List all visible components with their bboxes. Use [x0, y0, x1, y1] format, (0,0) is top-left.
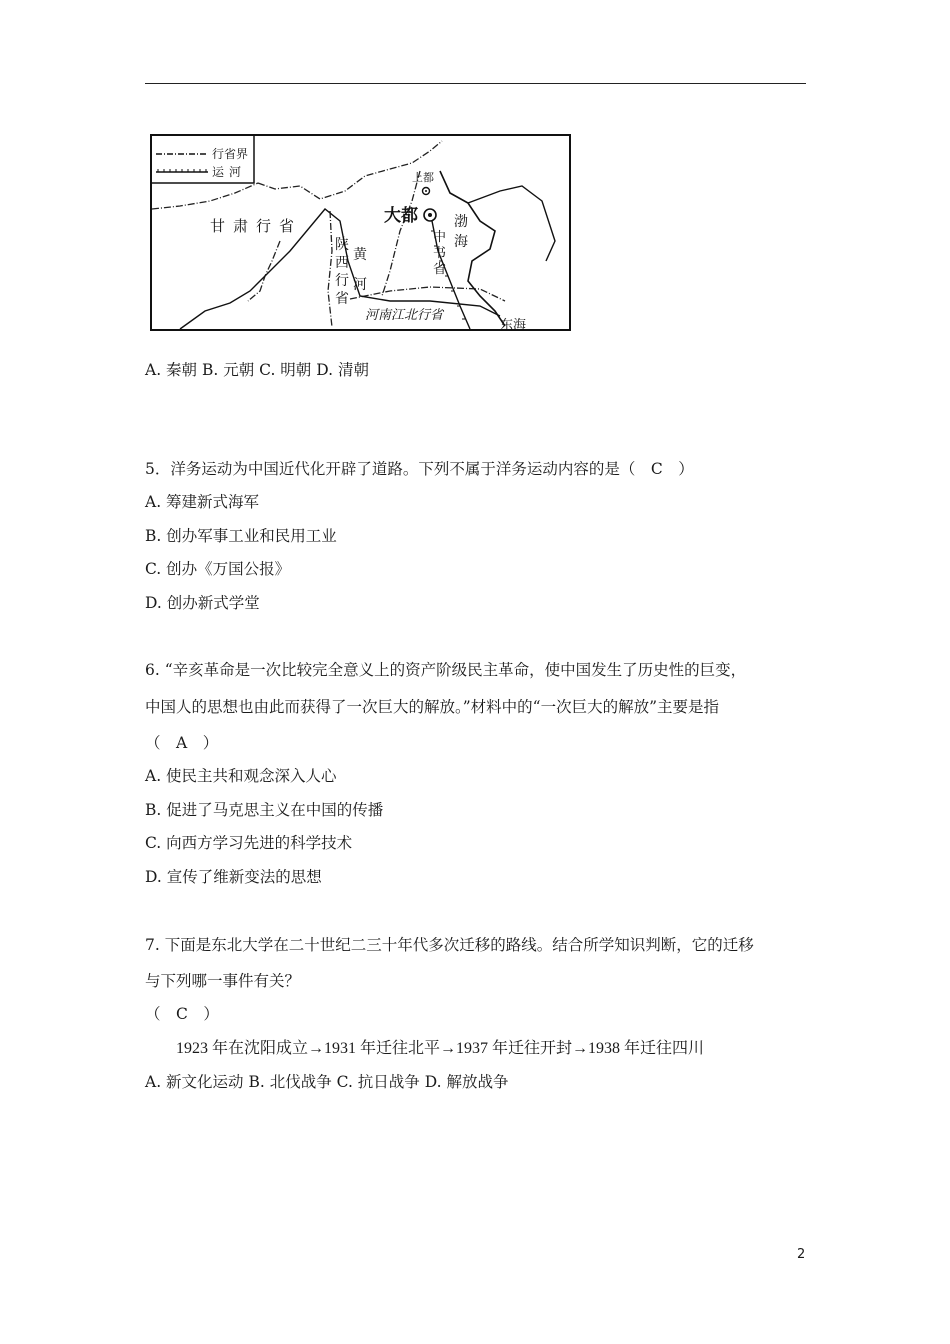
svg-text:河: 河 — [353, 277, 367, 293]
page-number: 2 — [797, 1247, 806, 1262]
q6-answer: （ A ） — [145, 734, 219, 752]
yuan-dynasty-map — [150, 131, 572, 335]
q5-stem: 5．洋务运动为中国近代化开辟了道路。下列不属于洋务运动内容的是（ C ） — [145, 460, 694, 478]
svg-text:中: 中 — [433, 230, 447, 245]
q5-option-b: B. 创办军事工业和民用工业 — [145, 527, 337, 545]
svg-text:西: 西 — [335, 255, 349, 271]
dadu-label: 大都 — [384, 206, 418, 226]
q6-option-a: A. 使民主共和观念深入人心 — [145, 767, 337, 785]
q6-option-b: B. 促进了马克思主义在中国的传播 — [145, 801, 384, 819]
q5-option-d: D. 创办新式学堂 — [145, 594, 260, 612]
legend-boundary-label: 行省界 — [212, 147, 249, 161]
henan-label: 河南江北行省 — [365, 308, 444, 323]
svg-text:渤: 渤 — [454, 214, 468, 230]
legend-canal-label: 运河 — [212, 165, 247, 179]
svg-text:书: 书 — [433, 246, 447, 261]
q6-stem-line1: 6. “辛亥革命是一次比较完全意义上的资产阶级民主革命，使中国发生了历史性的巨变， — [145, 661, 747, 679]
header-rule — [145, 83, 806, 84]
q5-option-c: C. 创办《万国公报》 — [145, 560, 291, 578]
donghai-label: 东海 — [500, 318, 527, 333]
q7-stem-line2: 与下列哪一事件有关？ — [145, 972, 301, 990]
q7-options: A. 新文化运动 B. 北伐战争 C. 抗日战争 D. 解放战争 — [145, 1073, 509, 1091]
q7-route: 1923 年在沈阳成立→1931 年迁往北平→1937 年迁往开封→1938 年迁往四川 — [176, 1040, 705, 1057]
svg-text:行: 行 — [335, 273, 349, 289]
q6-option-c: C. 向西方学习先进的科学技术 — [145, 834, 353, 852]
svg-text:陕: 陕 — [335, 237, 349, 253]
q6-stem-line2: 中国人的思想也由此而获得了一次巨大的解放。”材料中的“一次巨大的解放”主要是指 — [145, 698, 720, 716]
q7-answer: （ C ） — [145, 1005, 219, 1023]
gansu-label: 甘肃行省 — [210, 217, 303, 235]
q6-option-d: D. 宣传了维新变法的思想 — [145, 868, 322, 886]
zhongshu-label — [433, 229, 446, 277]
q5-option-a: A. 筹建新式海军 — [145, 493, 260, 511]
q7-stem-line1: 7. 下面是东北大学在二十世纪二三十年代多次迁移的路线。结合所学知识判断，它的迁移 — [145, 936, 754, 954]
svg-text:黄: 黄 — [353, 247, 367, 263]
q4-options: A. 秦朝 B. 元朝 C. 明朝 D. 清朝 — [145, 361, 369, 379]
svg-text:省: 省 — [433, 262, 447, 277]
shangdu-label: 上都 — [412, 171, 434, 184]
svg-text:省: 省 — [335, 291, 349, 307]
svg-text:海: 海 — [454, 234, 468, 250]
